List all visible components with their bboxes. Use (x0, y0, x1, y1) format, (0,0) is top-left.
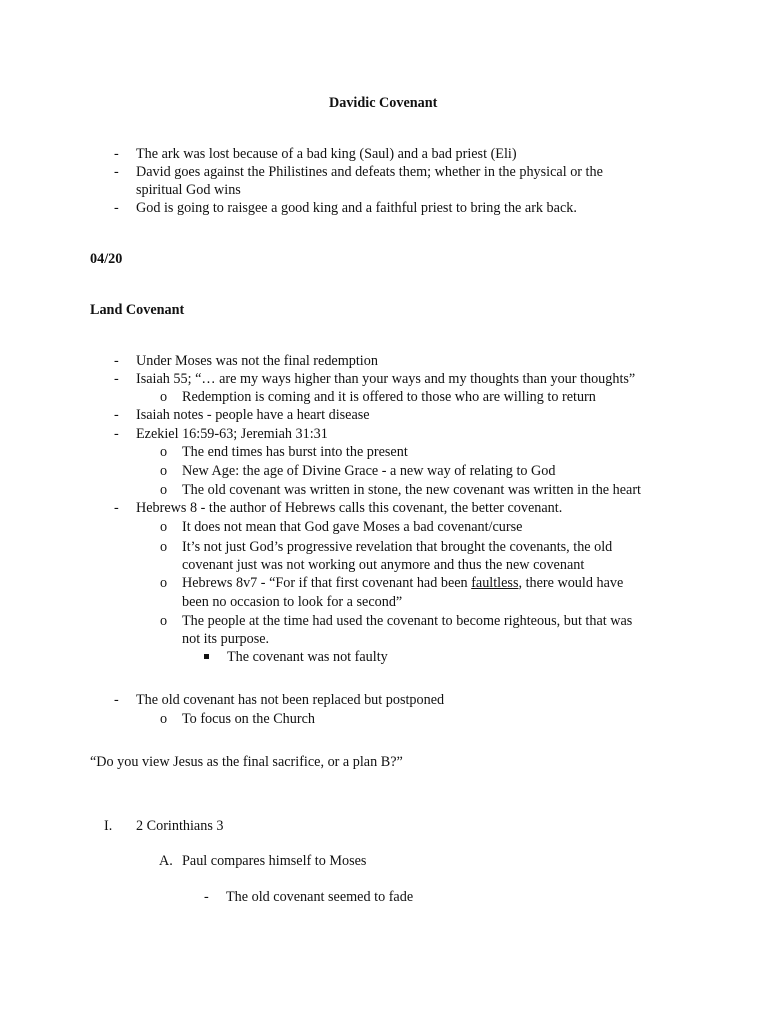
dash-bullet: - (114, 426, 119, 442)
circle-bullet: o (160, 463, 168, 479)
underlined-word: faultless (471, 575, 519, 591)
list-item: God is going to raisgee a good king and a faithful priest to bring the ark back. (136, 200, 577, 216)
sub-list-item-continuation: covenant just was not working out anymore and thus the new covenant (182, 557, 585, 573)
dash-bullet: - (204, 889, 209, 905)
dash-bullet: - (114, 500, 119, 516)
list-item: Isaiah notes - people have a heart disease (136, 407, 370, 423)
quote-paragraph: “Do you view Jesus as the final sacrifice, or a plan B?” (90, 754, 403, 770)
dash-bullet: - (114, 353, 119, 369)
list-item: The old covenant has not been replaced but postponed (136, 692, 445, 708)
sub-list-item (182, 574, 623, 592)
sub-sub-list-item: The covenant was not faulty (227, 649, 388, 665)
dash-bullet: - (114, 200, 119, 216)
page-title: Davidic Covenant (329, 95, 438, 111)
sub-list-item: To focus on the Church (182, 711, 315, 727)
circle-bullet: o (160, 539, 168, 555)
circle-bullet: o (160, 519, 168, 535)
sub-list-item: The people at the time had used the covenant to become righteous, but that was (182, 613, 633, 629)
dash-bullet: - (114, 407, 119, 423)
alpha-marker: A. (159, 853, 173, 869)
dash-bullet: - (114, 692, 119, 708)
list-item: The ark was lost because of a bad king (Saul) and a bad priest (Eli) (136, 146, 517, 162)
list-item-continuation: spiritual God wins (136, 182, 241, 198)
sub-list-item: The end times has burst into the present (182, 444, 408, 460)
outline-subsubitem: The old covenant seemed to fade (226, 889, 414, 905)
square-bullet-icon (204, 654, 209, 659)
list-item: David goes against the Philistines and defeats them; whether in the physical or the (136, 164, 603, 180)
quote-text: Hebrews 8v7 - “For if that first covenant had been (182, 575, 472, 591)
list-item: Hebrews 8 - the author of Hebrews calls this covenant, the better covenant. (136, 500, 563, 516)
list-item: Ezekiel 16:59-63; Jeremiah 31:31 (136, 426, 328, 442)
sub-list-item: It does not mean that God gave Moses a bad covenant/curse (182, 519, 523, 535)
circle-bullet: o (160, 389, 168, 405)
circle-bullet: o (160, 711, 168, 727)
sub-list-item-continuation: been no occasion to look for a second” (182, 594, 403, 610)
dash-bullet: - (114, 146, 119, 162)
sub-list-item: It’s not just God’s progressive revelation that brought the covenants, the old (182, 539, 613, 555)
sub-list-item-continuation: not its purpose. (182, 631, 270, 647)
section-heading: Land Covenant (90, 302, 185, 318)
outline-item: 2 Corinthians 3 (136, 818, 224, 834)
roman-numeral: I. (104, 818, 113, 834)
sub-list-item: The old covenant was written in stone, the new covenant was written in the heart (182, 482, 641, 498)
circle-bullet: o (160, 444, 168, 460)
dash-bullet: - (114, 371, 119, 387)
date-heading: 04/20 (90, 251, 123, 267)
dash-bullet: - (114, 164, 119, 180)
sub-list-item: New Age: the age of Divine Grace - a new way of relating to God (182, 463, 556, 479)
list-item: Isaiah 55; “… are my ways higher than your ways and my thoughts than your thoughts” (136, 371, 636, 387)
quote-text-end: , there would have (518, 575, 624, 591)
circle-bullet: o (160, 482, 168, 498)
list-item: Under Moses was not the final redemption (136, 353, 378, 369)
circle-bullet: o (160, 575, 168, 591)
outline-subitem: Paul compares himself to Moses (182, 853, 367, 869)
circle-bullet: o (160, 613, 168, 629)
sub-list-item: Redemption is coming and it is offered to those who are willing to return (182, 389, 596, 405)
